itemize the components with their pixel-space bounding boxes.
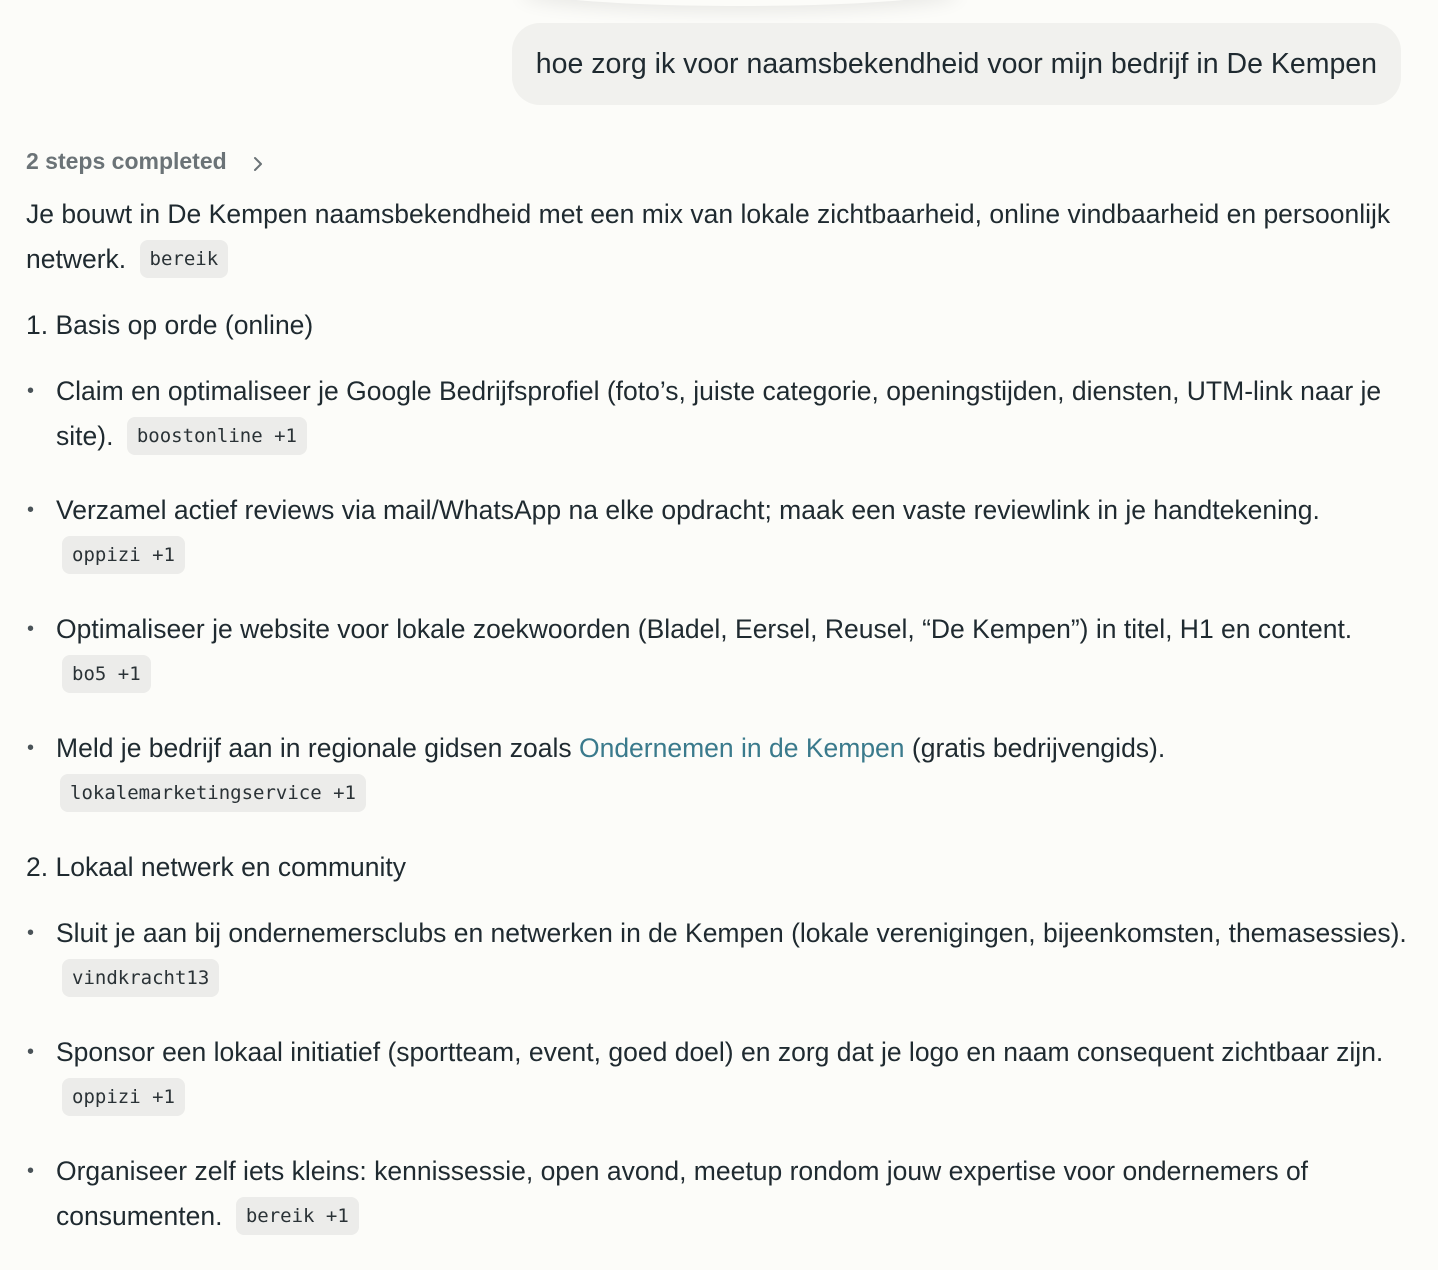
list-item-text: Sluit je aan bij ondernemersclubs en netwerken in de Kempen (lokale verenigingen, bijeenkomsten, themasessies). bbox=[56, 918, 1407, 948]
citation-chip[interactable]: boostonline +1 bbox=[127, 417, 307, 455]
list-item-text: Claim en optimaliseer je Google Bedrijfsprofiel (foto’s, juiste categorie, openingstijden, diensten, UTM-link naar je site). bbox=[56, 376, 1382, 451]
citation-chip[interactable]: vindkracht13 bbox=[62, 959, 219, 997]
list-item bbox=[26, 488, 1416, 578]
list-item bbox=[26, 1030, 1416, 1120]
bullet-list bbox=[26, 369, 1416, 816]
intro-paragraph bbox=[26, 192, 1416, 282]
list-item-text-after-link: (gratis bedrijvengids). bbox=[904, 733, 1166, 763]
user-message-bubble bbox=[512, 23, 1401, 105]
bullet-dot-icon: • bbox=[27, 499, 35, 521]
steps-completed-toggle[interactable] bbox=[26, 140, 1416, 182]
list-item-text: Organiseer zelf iets kleins: kennissessie, open avond, meetup rondom jouw expertise voor ondernemers of consumenten. bbox=[56, 1156, 1309, 1231]
bullet-dot-icon: • bbox=[27, 922, 35, 944]
list-item-text: Sponsor een lokaal initiatief (sportteam, event, goed doel) en zorg dat je logo en naam consequent zichtbaar zijn. bbox=[56, 1037, 1384, 1067]
assistant-answer bbox=[26, 140, 1416, 1268]
bullet-dot-icon: • bbox=[27, 1160, 35, 1182]
citation-chip[interactable]: oppizi +1 bbox=[62, 536, 185, 574]
list-item bbox=[26, 607, 1416, 697]
bullet-dot-icon: • bbox=[27, 1041, 35, 1063]
bullet-dot-icon: • bbox=[27, 737, 35, 759]
list-item bbox=[26, 1149, 1416, 1239]
list-item-text-before-link: Meld je bedrijf aan in regionale gidsen zoals bbox=[56, 733, 579, 763]
bullet-list bbox=[26, 911, 1416, 1239]
section-heading: 1. Basis op orde (online) bbox=[26, 310, 314, 340]
list-item-text: Optimaliseer je website voor lokale zoekwoorden (Bladel, Eersel, Reusel, “De Kempen”) in titel, H1 en content. bbox=[56, 614, 1353, 644]
bullet-dot-icon: • bbox=[27, 618, 35, 640]
chevron-right-icon bbox=[251, 152, 265, 170]
citation-chip[interactable]: oppizi +1 bbox=[62, 1078, 185, 1116]
ondernemen-in-de-kempen-link[interactable]: Ondernemen in de Kempen bbox=[578, 733, 905, 763]
section-heading: 2. Lokaal netwerk en community bbox=[26, 852, 407, 882]
citation-chip[interactable]: bereik +1 bbox=[236, 1197, 359, 1235]
citation-chip[interactable]: bo5 +1 bbox=[62, 655, 151, 693]
list-item bbox=[26, 369, 1416, 459]
list-item bbox=[26, 726, 1416, 816]
citation-chip[interactable]: bereik bbox=[140, 240, 229, 278]
list-item-text: Verzamel actief reviews via mail/WhatsApp na elke opdracht; maak een vaste reviewlink in je handtekening. bbox=[56, 495, 1320, 525]
citation-chip[interactable]: lokalemarketingservice +1 bbox=[60, 774, 366, 812]
user-message-text: hoe zorg ik voor naamsbekendheid voor mijn bedrijf in De Kempen bbox=[535, 47, 1377, 80]
bullet-dot-icon: • bbox=[27, 380, 35, 402]
intro-text: Je bouwt in De Kempen naamsbekendheid met een mix van lokale zichtbaarheid, online vindbaarheid en persoonlijk netwerk. bbox=[26, 199, 1391, 274]
top-composer-shadow bbox=[520, 0, 960, 6]
list-item bbox=[26, 911, 1416, 1001]
steps-completed-label: 2 steps completed bbox=[26, 147, 227, 174]
